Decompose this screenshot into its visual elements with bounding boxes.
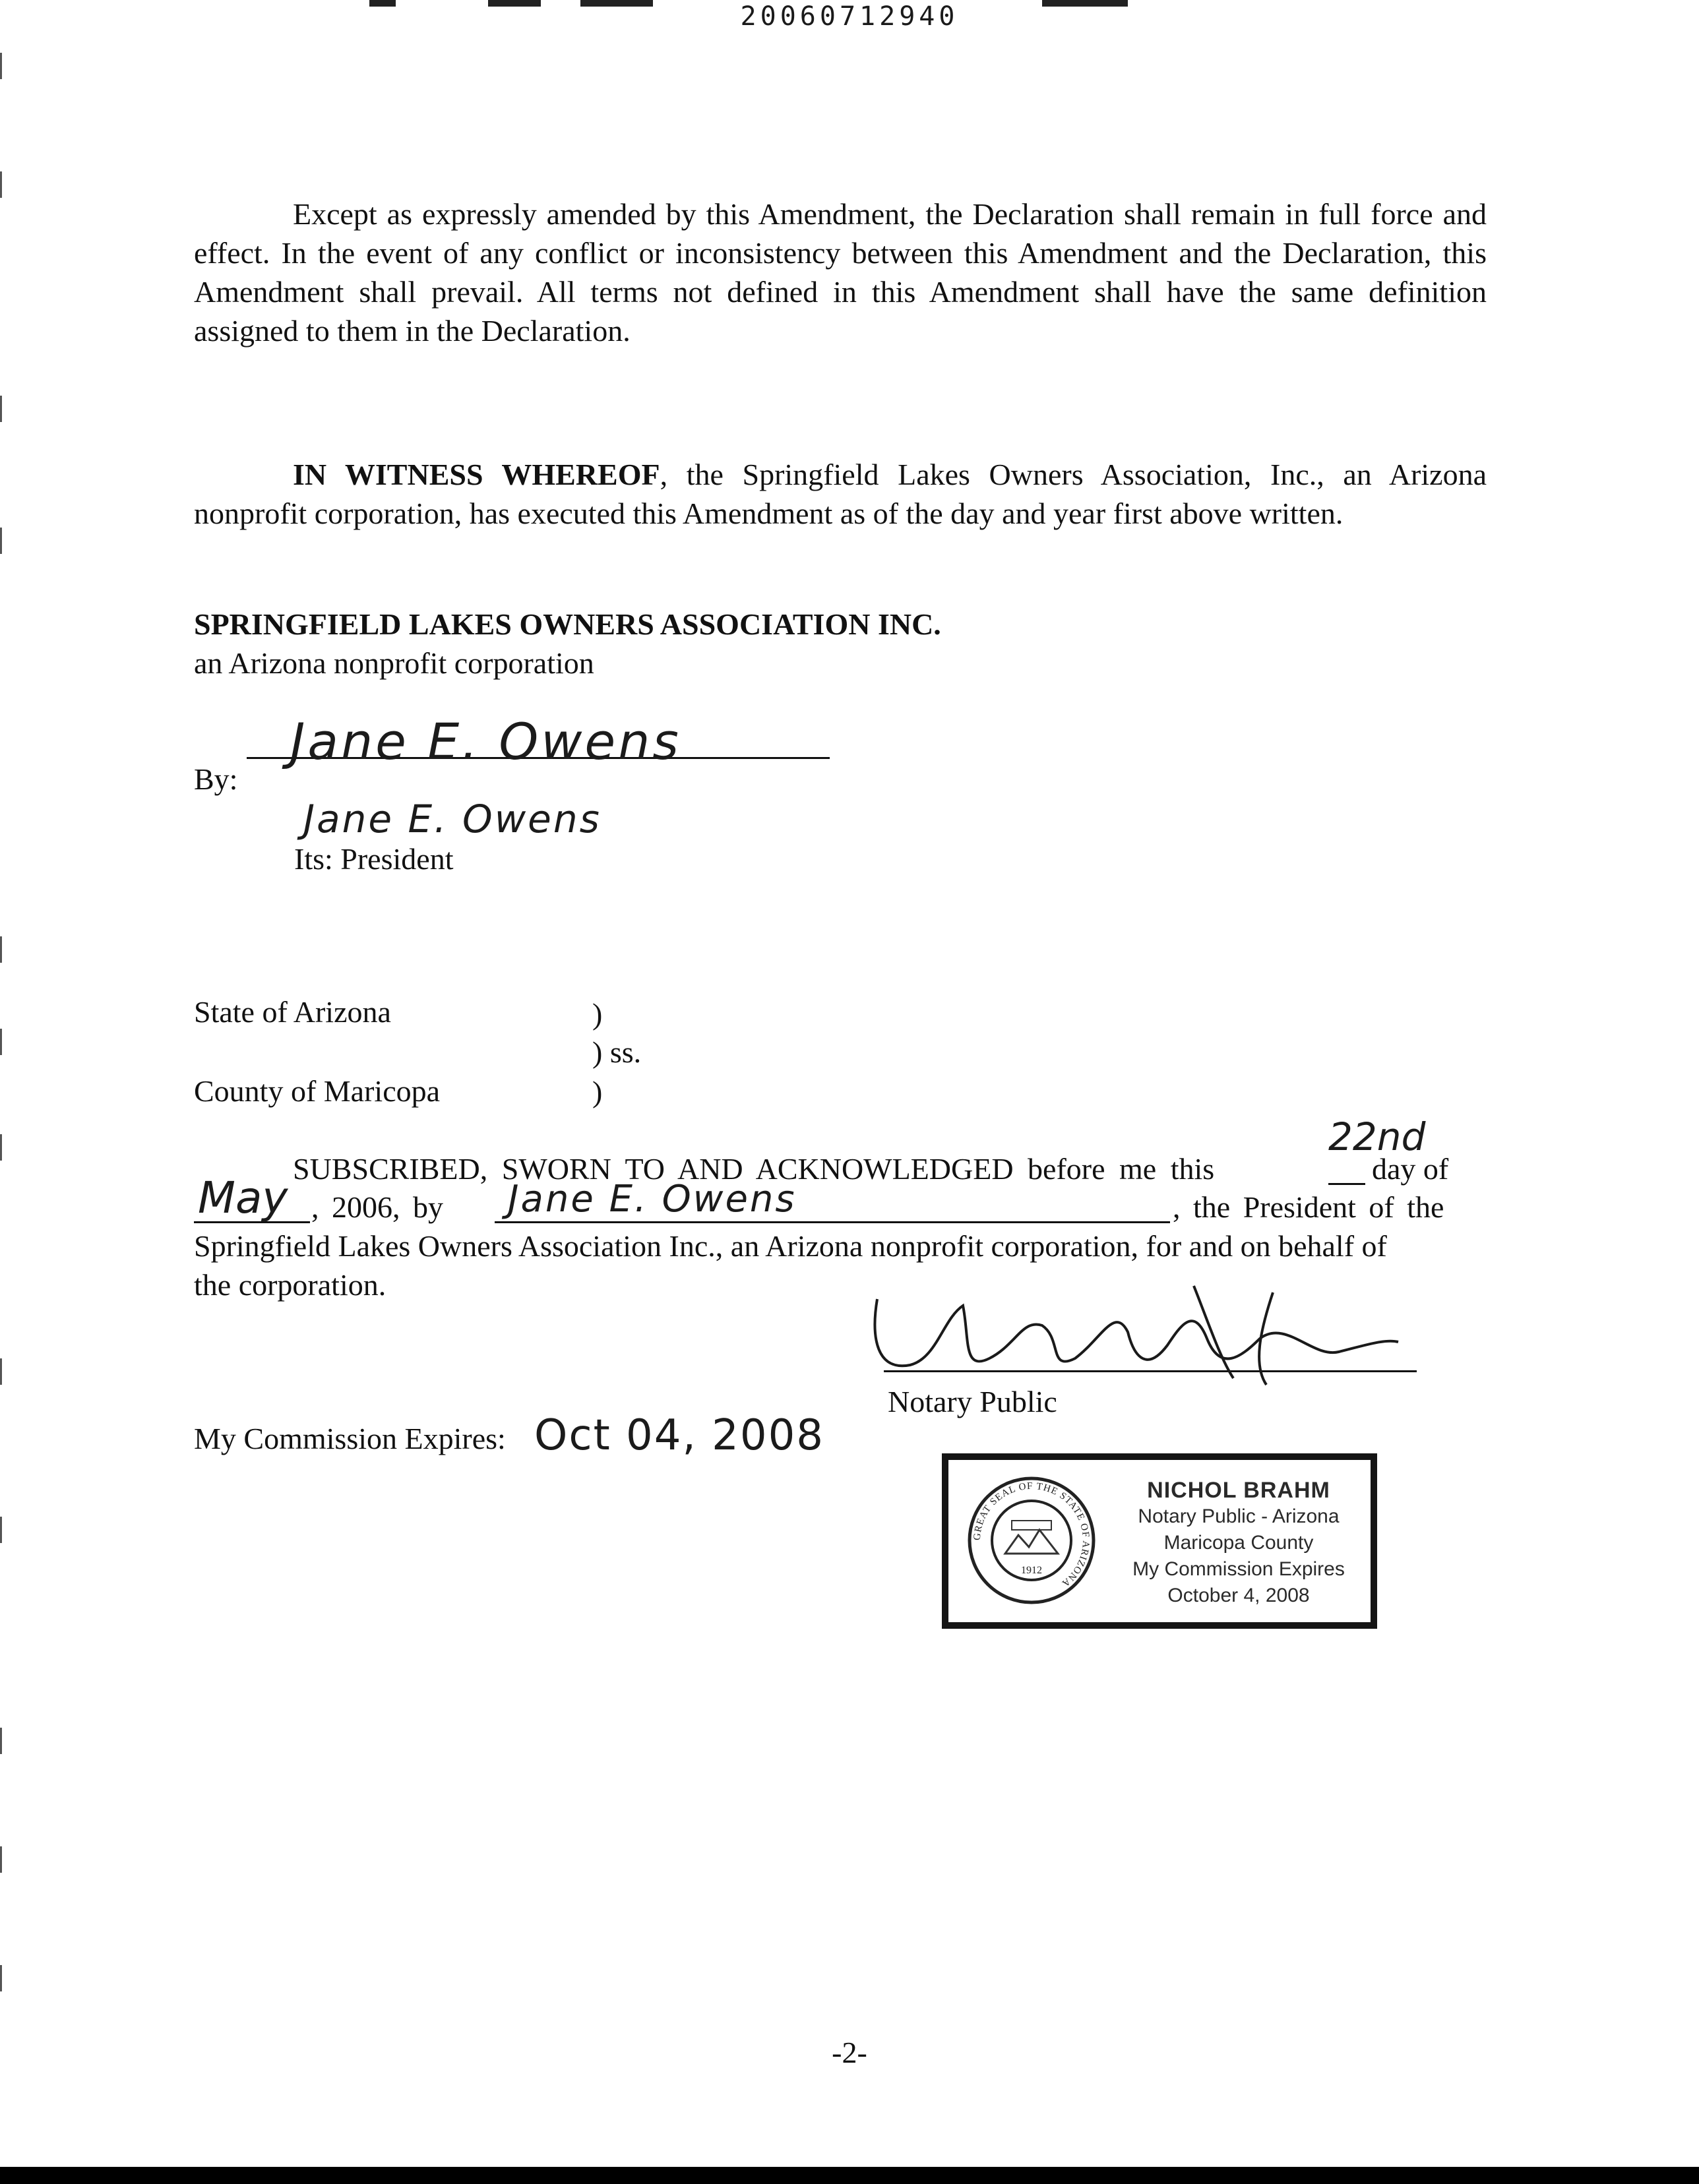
scan-artifact [0, 53, 2, 79]
notary-signature [923, 1325, 1261, 1359]
name-value: Jane E. Owens [508, 1178, 797, 1221]
scan-artifact [0, 1728, 2, 1754]
amendment-paragraph: Except as expressly amended by this Amendment, the Declaration shall remain in full force and effect. In the event of any conflict or inconsistency between this Amendment and the Declaration, this Amendment shall prevail. All terms not defined in this Amendment shall have the same definition assigned to them in the Declaration. [194, 197, 1487, 348]
month-value: May [198, 1172, 288, 1223]
commission-value: Oct 04, 2008 [534, 1411, 824, 1460]
scan-artifact [0, 1846, 2, 1873]
day-value: 22nd [1328, 1114, 1426, 1159]
seal-year: 1912 [1021, 1565, 1042, 1576]
seal-line-2: Maricopa County [1163, 1532, 1314, 1554]
venue-paren-top: ) [592, 997, 603, 1031]
seal-line-3: My Commission Expires [1132, 1558, 1345, 1580]
seal-line-4: October 4, 2008 [1167, 1585, 1310, 1606]
venue-county: County of Maricopa [194, 1074, 441, 1108]
scan-artifact [0, 396, 2, 422]
acknowledgment-text-3: , 2006, by [311, 1190, 443, 1224]
commission-label: My Commission Expires: [194, 1422, 506, 1455]
scan-artifact [0, 171, 2, 198]
seal-ring-text: GREAT SEAL OF THE STATE OF ARIZONA [972, 1480, 1092, 1589]
venue-state: State of Arizona [194, 995, 391, 1029]
witness-paragraph [194, 455, 1487, 533]
president-printed-name: Jane E. Owens [303, 797, 602, 841]
president-signature: Jane E. Owens [290, 712, 681, 771]
scan-artifact [0, 1965, 2, 1991]
seal-line-1: Notary Public - Arizona [1138, 1505, 1340, 1527]
signer-title: Its: President [294, 842, 454, 876]
arizona-seal-icon [966, 1474, 1097, 1606]
acknowledgment-text-6: the corporation. [194, 1268, 386, 1302]
organization-name: SPRINGFIELD LAKES OWNERS ASSOCIATION INC. [194, 607, 941, 641]
recording-number: 20060712940 [740, 1, 959, 32]
organization-description: an Arizona nonprofit corporation [194, 646, 594, 680]
seal-notary-name: NICHOL BRAHM [1147, 1478, 1330, 1503]
venue-paren-bottom: ) [592, 1075, 603, 1108]
notary-public-label: Notary Public [888, 1385, 1057, 1418]
scan-artifact [0, 936, 2, 963]
scan-artifact [0, 1358, 2, 1385]
scan-artifact [0, 528, 2, 554]
seal-text-block [1107, 1477, 1371, 1609]
scan-bottom-border [0, 2167, 1699, 2184]
acknowledgment-text-4: , the President of the [1173, 1190, 1444, 1224]
scan-artifact [0, 1029, 2, 1055]
by-label: By: [194, 762, 238, 796]
name-line [495, 1221, 1170, 1223]
acknowledgment-text-2: day of [1372, 1152, 1449, 1186]
scan-artifact [0, 1134, 2, 1161]
witness-text: , the Springfield Lakes Owners Association, Inc., an Arizona nonprofit corporation, has executed this Amendment as of the day and year first above written. [194, 458, 1487, 530]
acknowledgment-text-1: SUBSCRIBED, SWORN TO AND ACKNOWLEDGED before me this [293, 1152, 1215, 1186]
notary-seal-stamp [942, 1453, 1377, 1629]
day-line [1328, 1183, 1365, 1185]
scan-artifact [0, 1517, 2, 1543]
acknowledgment-text-5: Springfield Lakes Owners Association Inc., an Arizona nonprofit corporation, for and on behalf of [194, 1229, 1387, 1263]
venue-ss: ) ss. [592, 1035, 642, 1069]
page-number: -2- [832, 2036, 867, 2069]
witness-lead: IN WITNESS WHEREOF [293, 458, 660, 491]
